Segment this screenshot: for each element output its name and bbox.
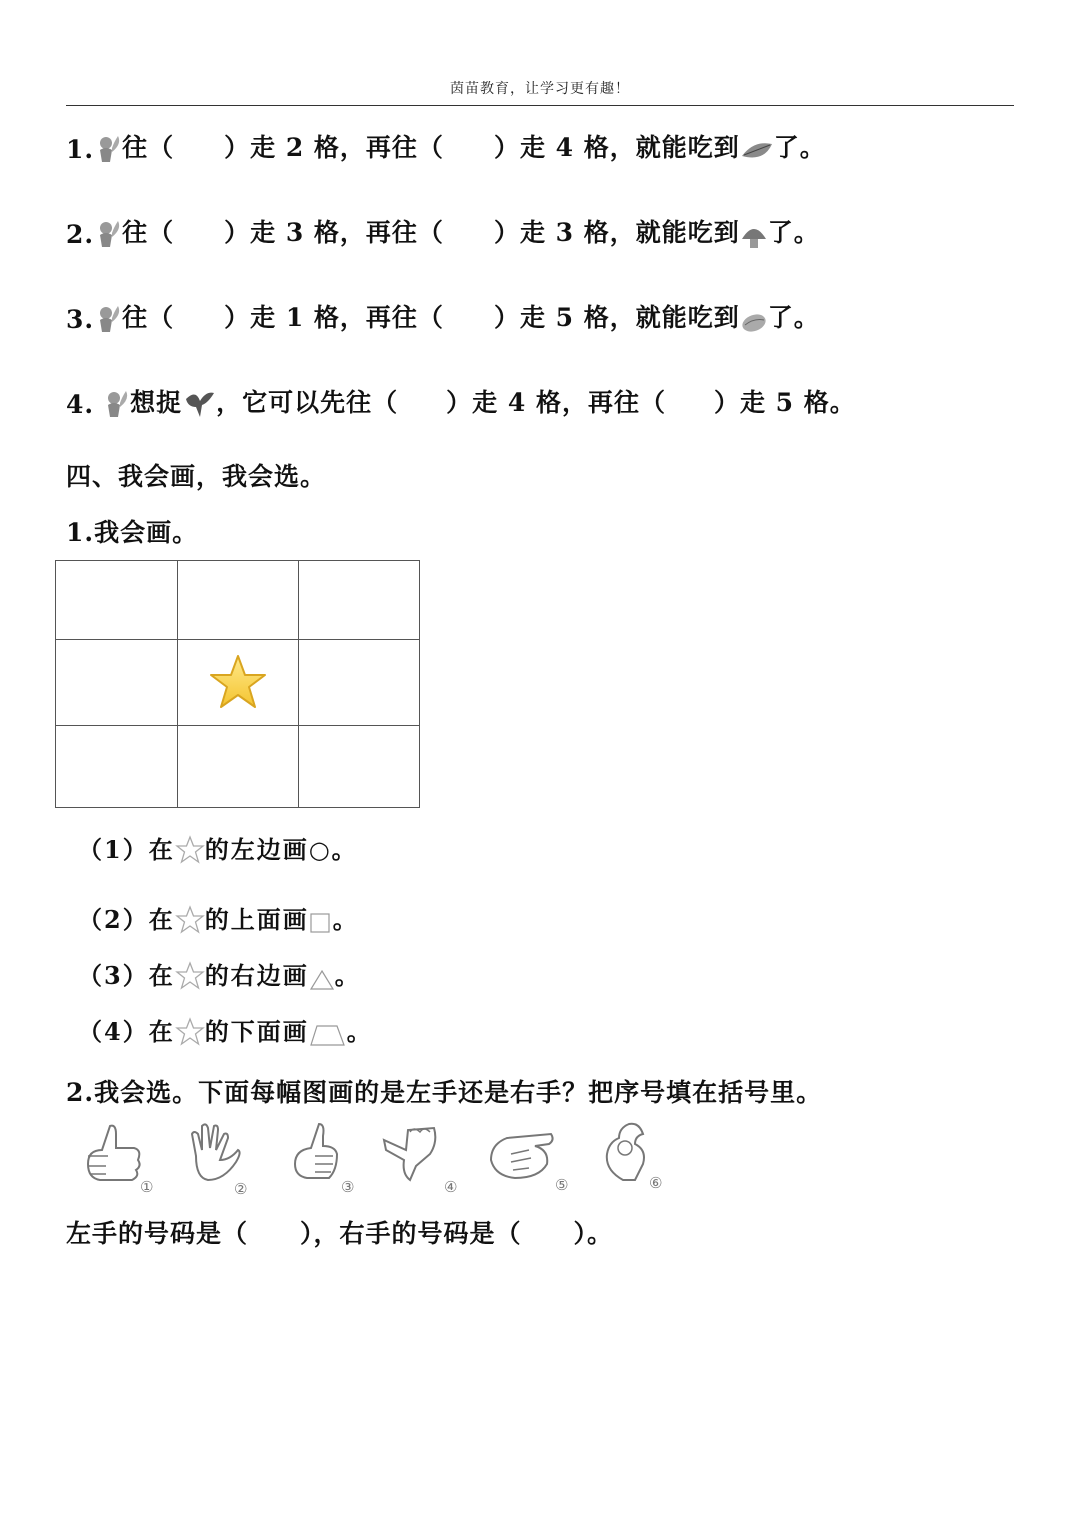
draw-item-label: （4）在 <box>78 1017 175 1046</box>
question-text-b: ）走 2 格，再往（ <box>224 133 444 162</box>
draw-item-1 <box>78 830 358 865</box>
point-down-hand-icon <box>380 1120 450 1190</box>
draw-item-label: （2）在 <box>78 905 175 934</box>
question-number: 2. <box>66 220 95 249</box>
question-3 <box>66 298 820 334</box>
question-1 <box>66 128 826 164</box>
square-shape-icon <box>309 911 333 935</box>
answer-right-label: ），右手的号码是（ <box>300 1219 522 1248</box>
draw-item-text: 的下面画 <box>204 1017 309 1046</box>
draw-item-end: 。 <box>334 961 361 990</box>
question-text-c: ）走 4 格，就能吃到 <box>493 133 740 162</box>
nut-icon <box>740 310 768 334</box>
section-title: 四、我会画，我会选。 <box>66 462 327 491</box>
hand-number: ② <box>234 1180 248 1198</box>
draw-item-label: （3）在 <box>78 961 175 990</box>
question-text-b: ，它可以先往（ <box>216 388 399 417</box>
triangle-shape-icon <box>309 967 335 991</box>
star-outline-icon <box>175 1017 205 1047</box>
hand-number: ④ <box>444 1178 458 1196</box>
squirrel-icon <box>94 304 122 334</box>
draw-item-4 <box>78 1012 373 1047</box>
question-text-b: ）走 1 格，再往（ <box>224 303 444 332</box>
hand-1 <box>80 1120 154 1196</box>
draw-title: 1.我会画。 <box>66 518 199 547</box>
question-text-c: ）走 4 格，再往（ <box>446 388 666 417</box>
leaf-icon <box>740 140 774 164</box>
hand-number: ① <box>140 1178 154 1196</box>
bird-icon <box>182 389 216 419</box>
hand-5 <box>485 1120 569 1194</box>
choose-answer-line <box>66 1214 613 1250</box>
drawing-grid <box>55 560 420 808</box>
question-text-a: 想捉 <box>130 388 183 417</box>
question-text-a: 往（ <box>122 303 175 332</box>
draw-item-end: 。 <box>346 1017 373 1046</box>
squirrel-icon <box>102 389 130 419</box>
answer-end: ）。 <box>573 1219 614 1248</box>
star-outline-icon <box>175 835 205 865</box>
question-text-d: ）走 5 格。 <box>713 388 856 417</box>
question-text-c: ）走 5 格，就能吃到 <box>493 303 740 332</box>
mushroom-icon <box>740 223 768 249</box>
page-header: 茵苗教育，让学习更有趣！ <box>450 81 630 97</box>
question-number: 4. <box>66 390 95 419</box>
star-outline-icon <box>175 905 205 935</box>
question-text-b: ）走 3 格，再往（ <box>224 218 444 247</box>
hand-number: ⑥ <box>649 1174 663 1192</box>
hand-6 <box>595 1120 665 1194</box>
hand-4 <box>380 1120 458 1196</box>
draw-item-2 <box>78 900 359 935</box>
draw-item-text: 的上面画 <box>204 905 309 934</box>
header-divider <box>66 105 1014 106</box>
star-outline-icon <box>175 961 205 991</box>
question-text-a: 往（ <box>122 218 175 247</box>
question-text-c: ）走 3 格，就能吃到 <box>493 218 740 247</box>
hand-2 <box>180 1120 250 1198</box>
hand-3 <box>285 1120 355 1194</box>
question-2 <box>66 213 820 249</box>
hand-pictures <box>80 1120 680 1205</box>
draw-item-end: 。 <box>332 905 359 934</box>
choose-title: 2.我会选。下面每幅图画的是左手还是右手？把序号填在括号里。 <box>66 1078 823 1107</box>
draw-item-label: （1）在 <box>78 835 175 864</box>
draw-item-3 <box>78 956 361 991</box>
question-text-a: 往（ <box>122 133 175 162</box>
hand-number: ③ <box>341 1178 355 1196</box>
answer-left-label: 左手的号码是（ <box>66 1219 249 1248</box>
question-number: 3. <box>66 305 95 334</box>
squirrel-icon <box>94 134 122 164</box>
question-4 <box>66 383 856 419</box>
star-icon <box>208 653 268 713</box>
trapezoid-shape-icon <box>309 1023 347 1047</box>
question-number: 1. <box>66 135 95 164</box>
squirrel-icon <box>94 219 122 249</box>
pointing-hand-icon <box>485 1120 565 1190</box>
draw-item-text: 的左边画○。 <box>204 835 358 864</box>
question-text-d: 了。 <box>773 133 826 162</box>
question-text-d: 了。 <box>767 303 820 332</box>
question-text-d: 了。 <box>767 218 820 247</box>
draw-item-text: 的右边画 <box>204 961 309 990</box>
hand-number: ⑤ <box>555 1176 569 1194</box>
